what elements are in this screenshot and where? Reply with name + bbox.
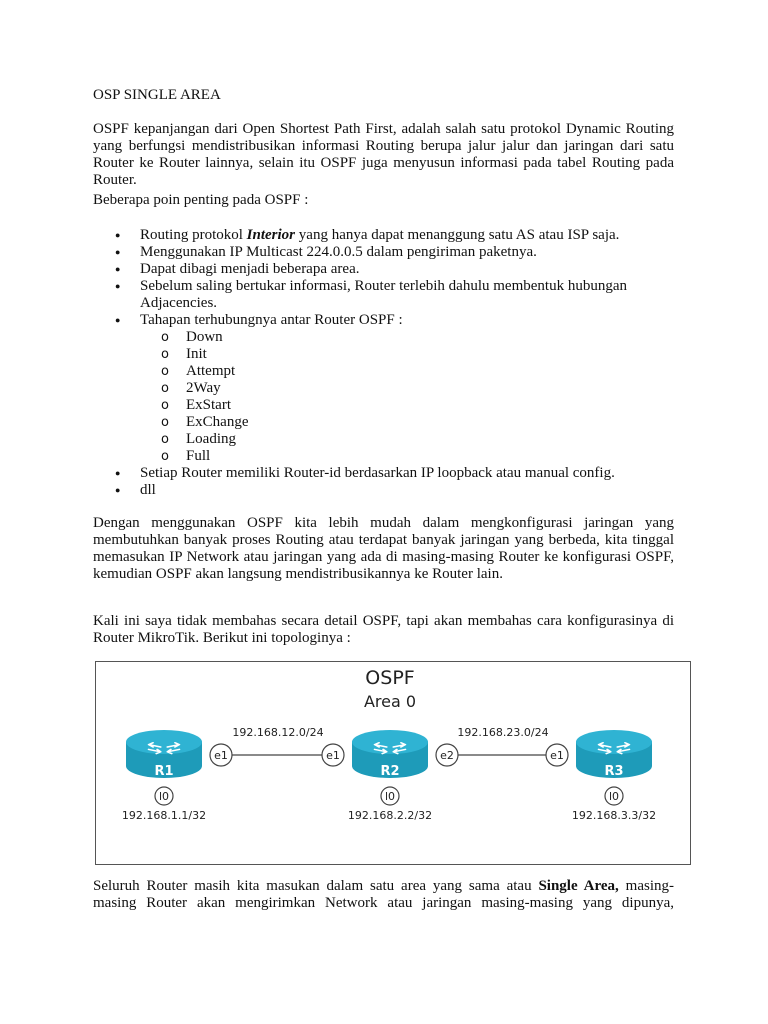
loopback-ip: 192.168.2.2/32 [347, 809, 433, 822]
bullet-item-states: Tahapan terhubungnya antar Router OSPF : [140, 312, 403, 328]
bullet-dot: ● [115, 281, 121, 291]
sub-bullet: o [161, 432, 169, 447]
state-item: Init [186, 346, 207, 362]
sub-bullet: o [161, 415, 169, 430]
intro-line-1: OSPF kepanjangan dari Open Shortest Path First, adalah salah satu protokol Dynamic Routing [93, 121, 674, 137]
router-top [352, 730, 428, 754]
single-area-line-1: Seluruh Router masih kita masukan dalam satu area yang sama atau Single Area, masing- [93, 878, 675, 894]
router-top [576, 730, 652, 754]
bullet-dot: ● [115, 230, 121, 240]
bullet-dot: ● [115, 468, 121, 478]
ospf-topology-diagram [95, 661, 691, 865]
state-item: Attempt [186, 363, 236, 379]
loopback-label: l0 [158, 790, 170, 803]
router-label: R2 [380, 764, 400, 779]
points-heading: Beberapa poin penting pada OSPF : [93, 192, 309, 208]
loopback-ip: 192.168.3.3/32 [571, 809, 657, 822]
interface-label: e1 [550, 749, 564, 762]
topology-line-1: Kali ini saya tidak membahas secara detail OSPF, tapi akan membahas cara konfigurasinya di [93, 613, 674, 629]
state-item: ExChange [186, 414, 249, 430]
state-item: Loading [186, 431, 236, 447]
network-label-r1-r2: 192.168.12.0/24 [232, 726, 324, 739]
benefits-line-2: membutuhkan banyak proses Routing atau terdapat banyak jaringan yang berbeda, kita tinggal [93, 532, 674, 548]
bullet-item-etc: dll [140, 482, 156, 498]
bullet-item-area: Dapat dibagi menjadi beberapa area. [140, 261, 360, 277]
single-area-line-2: masing Router akan mengirimkan Network atau jaringan masing-masing yang dipunya, [93, 895, 674, 911]
paragraph-single-area [93, 878, 674, 912]
intro-line-3: Router ke Router lainnya, selain itu OSPF juga menyusun informasi pada tabel Routing pada [93, 155, 674, 171]
loopback-ip: 192.168.1.1/32 [121, 809, 207, 822]
bullet-dot: ● [115, 485, 121, 495]
router-r2 [348, 730, 432, 822]
interface-label: e2 [440, 749, 454, 762]
sub-bullet: o [161, 381, 169, 396]
paragraph-topology-intro [93, 613, 674, 647]
intro-paragraph [93, 121, 674, 189]
interface-label: e1 [326, 749, 340, 762]
router-label: R1 [154, 764, 174, 779]
state-item: ExStart [186, 397, 231, 413]
bullet-item-router-id: Setiap Router memiliki Router-id berdasarkan IP loopback atau manual config. [140, 465, 615, 481]
router-label: R3 [604, 764, 624, 779]
sub-bullet: o [161, 449, 169, 464]
sub-bullet: o [161, 364, 169, 379]
bullet-item-multicast: Menggunakan IP Multicast 224.0.0.5 dalam pengiriman paketnya. [140, 244, 537, 260]
router-r3 [572, 730, 656, 822]
sub-bullet: o [161, 398, 169, 413]
paragraph-benefits [93, 515, 674, 583]
bullet-dot: ● [115, 315, 121, 325]
topology-svg [96, 662, 690, 864]
benefits-line-3: memasukan IP Network atau jaringan yang ada di masing-masing Router ke konfigurasi OSPF, [93, 549, 674, 565]
interface-label: e1 [214, 749, 228, 762]
bullet-dot: ● [115, 264, 121, 274]
intro-line-4: Router. [93, 172, 137, 188]
bullet-dot: ● [115, 247, 121, 257]
sub-bullet: o [161, 330, 169, 345]
document-title: OSP SINGLE AREA [93, 87, 221, 103]
bullet-item-adjacency-cont: Adjacencies. [140, 295, 218, 311]
interface-r1-e1 [210, 744, 232, 766]
topology-line-2: Router MikroTik. Berikut ini topologinya : [93, 630, 351, 646]
sub-bullet: o [161, 347, 169, 362]
state-item: Down [186, 329, 223, 345]
diagram-subtitle: Area 0 [363, 692, 417, 711]
state-item: Full [186, 448, 211, 464]
bullet-item-interior: Routing protokol Interior yang hanya dapat menanggung satu AS atau ISP saja. [140, 227, 620, 243]
loopback-label: l0 [384, 790, 396, 803]
router-top [126, 730, 202, 754]
benefits-line-4: kemudian OSPF akan langsung mendistribusikannya ke Router lain. [93, 566, 503, 582]
intro-line-2: yang berfungsi mendistribusikan informasi Routing berupa jalur jalur dan jaringan dari satu [93, 138, 674, 154]
router-r1 [122, 730, 206, 822]
interface-r2-e2 [436, 744, 458, 766]
state-item: 2Way [186, 380, 221, 396]
loopback-label: l0 [608, 790, 620, 803]
network-label-r2-r3: 192.168.23.0/24 [457, 726, 549, 739]
benefits-line-1: Dengan menggunakan OSPF kita lebih mudah dalam mengkonfigurasi jaringan yang [93, 515, 674, 531]
interface-r3-e1 [546, 744, 568, 766]
bullet-item-adjacency: Sebelum saling bertukar informasi, Router terlebih dahulu membentuk hubungan [140, 278, 627, 294]
diagram-title: OSPF [365, 667, 415, 689]
interface-r2-e1 [322, 744, 344, 766]
